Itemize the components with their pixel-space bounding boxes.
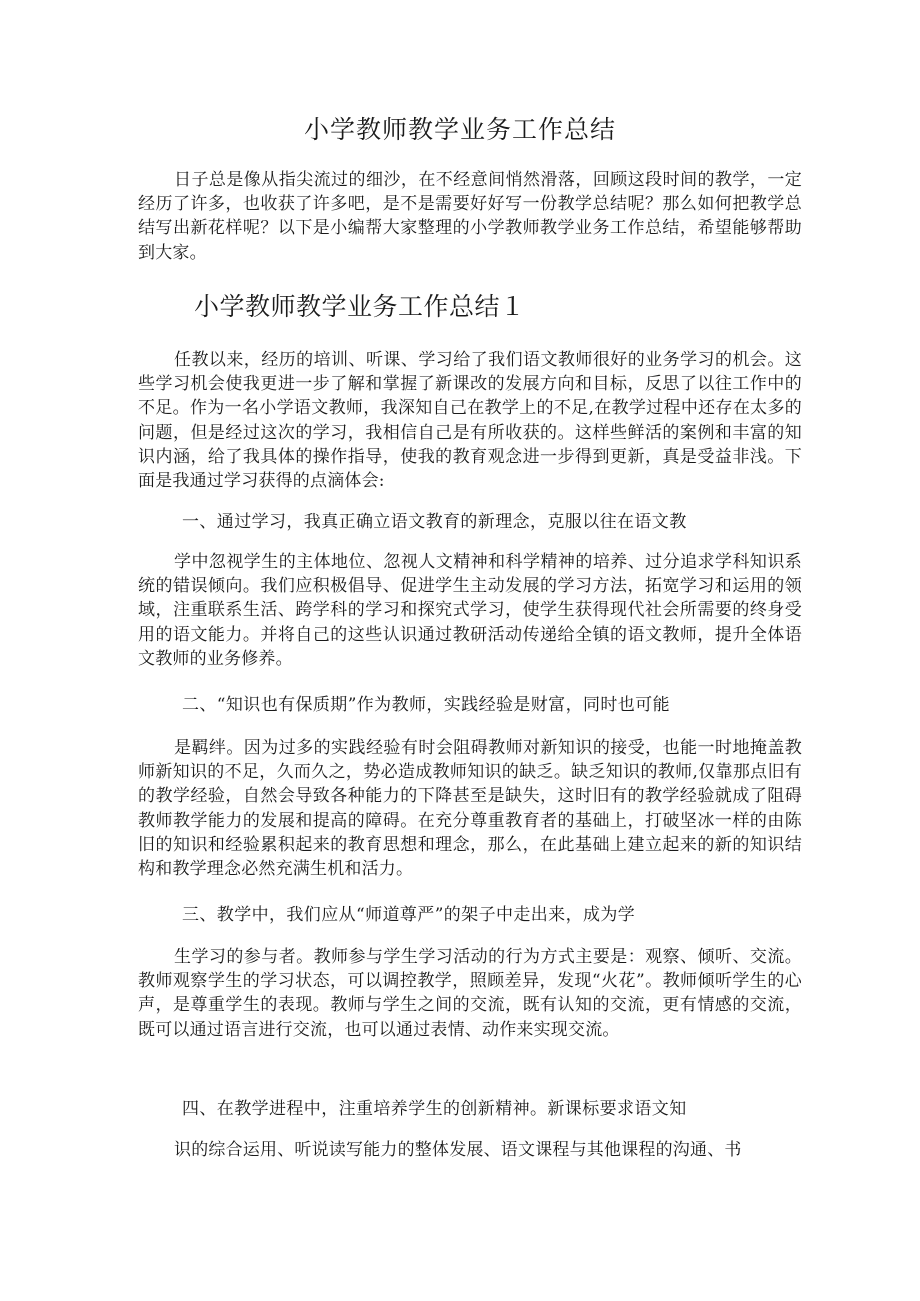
section-title: 小学教师教学业务工作总结１ xyxy=(194,292,526,321)
paragraph-2: 学中忽视学生的主体地位、忽视人文精神和科学精神的培养、过分追求学科知识系统的错误倾向。我们应积极倡导、促进学生主动发展的学习方法，拓宽学习和运用的领域，注重联系生活、跨学科的学习和探究式学习，使学生获得现代社会所需要的终身受用的语文能力。并将自己的这些认识通过教研活动传递给全镇的语文教师，提升全体语文教师的业务修养。 xyxy=(138,552,802,669)
paragraph-3: 是羁绊。因为过多的实践经验有时会阻碍教师对新知识的接受，也能一时地掩盖教师新知识的不足，久而久之，势必造成教师知识的缺乏。缺乏知识的教师,仅靠那点旧有的教学经验，自然会导致各种能力的下降甚至是缺失，这时旧有的教学经验就成了阻碍教师教学能力的发展和提高的障碍。在充分尊重教育者的基础上，打破坚冰一样的由陈旧的知识和经验累积起来的教育思想和理念，那么，在此基础上建立起来的新的知识结构和教学理念必然充满生机和活力。 xyxy=(138,738,802,880)
paragraph-1: 任教以来，经历的培训、听课、学习给了我们语文教师很好的业务学习的机会。这些学习机会使我更进一步了解和掌握了新课改的发展方向和目标，反思了以往工作中的不足。作为一名小学语文教师，我深知自己在教学上的不足,在教学过程中还存在太多的问题，但是经过这次的学习，我相信自己是有所收获的。这样些鲜活的案例和丰富的知识内涵，给了我具体的操作指导，使我的教育观念进一步得到更新，真是受益非浅。下面是我通过学习获得的点滴体会: xyxy=(138,350,802,492)
intro-paragraph: 日子总是像从指尖流过的细沙，在不经意间悄然滑落，回顾这段时间的教学，一定经历了许多，也收获了许多吧，是不是需要好好写一份教学总结呢？那么如何把教学总结写出新花样呢？以下是小编帮大家整理的小学教师教学业务工作总结，希望能够帮助到大家。 xyxy=(138,170,802,263)
document-title: 小学教师教学业务工作总结 xyxy=(303,115,616,144)
paragraph-5: 识的综合运用、听说读写能力的整体发展、语文课程与其他课程的沟通、书 xyxy=(174,1140,742,1160)
heading-3: 三、教学中，我们应从“师道尊严”的架子中走出来，成为学 xyxy=(182,905,636,925)
heading-2: 二、“知识也有保质期”作为教师，实践经验是财富，同时也可能 xyxy=(182,695,670,715)
heading-1: 一、通过学习，我真正确立语文教育的新理念，克服以往在语文教 xyxy=(182,512,687,532)
heading-4: 四、在教学进程中，注重培养学生的创新精神。新课标要求语文知 xyxy=(182,1099,687,1119)
paragraph-4: 生学习的参与者。教师参与学生学习活动的行为方式主要是：观察、倾听、交流。教师观察学生的学习状态，可以调控教学，照顾差异，发现“火花”。教师倾听学生的心声，是尊重学生的表现。教师与学生之间的交流，既有认知的交流，更有情感的交流，既可以通过语言进行交流，也可以通过表情、动作来实现交流。 xyxy=(138,947,802,1040)
